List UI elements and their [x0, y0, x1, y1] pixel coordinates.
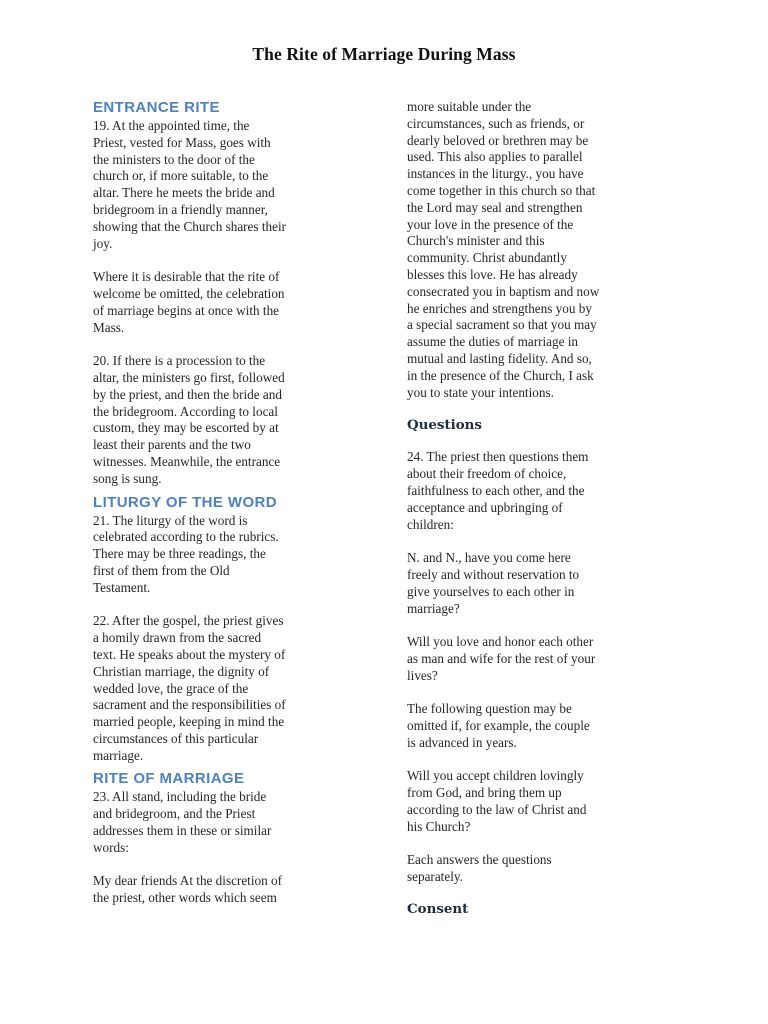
heading-rite-of-marriage: RITE OF MARRIAGE — [93, 770, 245, 788]
question-love-honor: Will you love and honor each other as man and wife for the rest of your lives? — [407, 634, 596, 683]
paragraph-20: 20. If there is a procession to the altar, the ministers go first, followed by the priest, and then the bride and the bridegroom. According to local custom, they may be escorted by at least their parents and the two witnesses. Meanwhile, the entrance song is sung. — [93, 353, 285, 486]
heading-entrance-rite: ENTRANCE RITE — [93, 99, 220, 116]
heading-consent: Consent — [407, 901, 469, 918]
paragraph-24: 24. The priest then questions them about their freedom of choice, faithfulness to each other, and the acceptance and upbringing of children: — [407, 449, 589, 532]
left-column — [93, 98, 325, 907]
paragraph-welcome-omitted: Where it is desirable that the rite of welcome be omitted, the celebration of marriage begins at once with the Mass. — [93, 269, 285, 335]
paragraph-19: 19. At the appointed time, the Priest, vested for Mass, goes with the ministers to the door of the church or, if more suitable, to the altar. There he meets the bride and bridegroom in a friendly manner, showing that the Church shares their joy. — [93, 118, 287, 251]
paragraph-dear-friends: My dear friends At the discretion of the priest, other words which seem — [93, 873, 282, 906]
question-children: Will you accept children lovingly from God, and bring them up according to the law of Christ and his Church? — [407, 768, 587, 834]
paragraph-address-continued: more suitable under the circumstances, such as friends, or dearly beloved or brethren may be used. This also applies to parallel instances in the liturgy., you have come together in this church so that the Lord may seal and strengthen your love in the presence of the Church's minister and this community. Christ abundantly blesses this love. He has already consecrated you in baptism and now he enriches and strengthens you by a special sacrament so that you may assume the duties of marriage in mutual and lasting fidelity. And so, in the presence of the Church, I ask you to state your intentions. — [407, 99, 600, 400]
paragraph-each-answers: Each answers the questions separately. — [407, 852, 552, 885]
question-freely: N. and N., have you come here freely and without reservation to give yourselves to each other in marriage? — [407, 550, 580, 616]
right-column — [407, 99, 639, 919]
paragraph-22: 22. After the gospel, the priest gives a homily drawn from the sacred text. He speaks about the mystery of Christian marriage, the dignity of wedded love, the grace of the sacrament and the responsibilities of married people, keeping in mind the circumstances of this particular marriage. — [93, 613, 286, 763]
paragraph-question-omitted: The following question may be omitted if, for example, the couple is advanced in years. — [407, 701, 590, 750]
page-title: The Rite of Marriage During Mass — [252, 44, 516, 64]
heading-liturgy-of-the-word: LITURGY OF THE WORD — [93, 493, 277, 511]
paragraph-23: 23. All stand, including the bride and bridegroom, and the Priest addresses them in these or similar words: — [93, 789, 272, 855]
paragraph-21: 21. The liturgy of the word is celebrated according to the rubrics. There may be three readings, the first of them from the Old Testament. — [93, 512, 279, 595]
heading-questions: Questions — [407, 417, 482, 434]
